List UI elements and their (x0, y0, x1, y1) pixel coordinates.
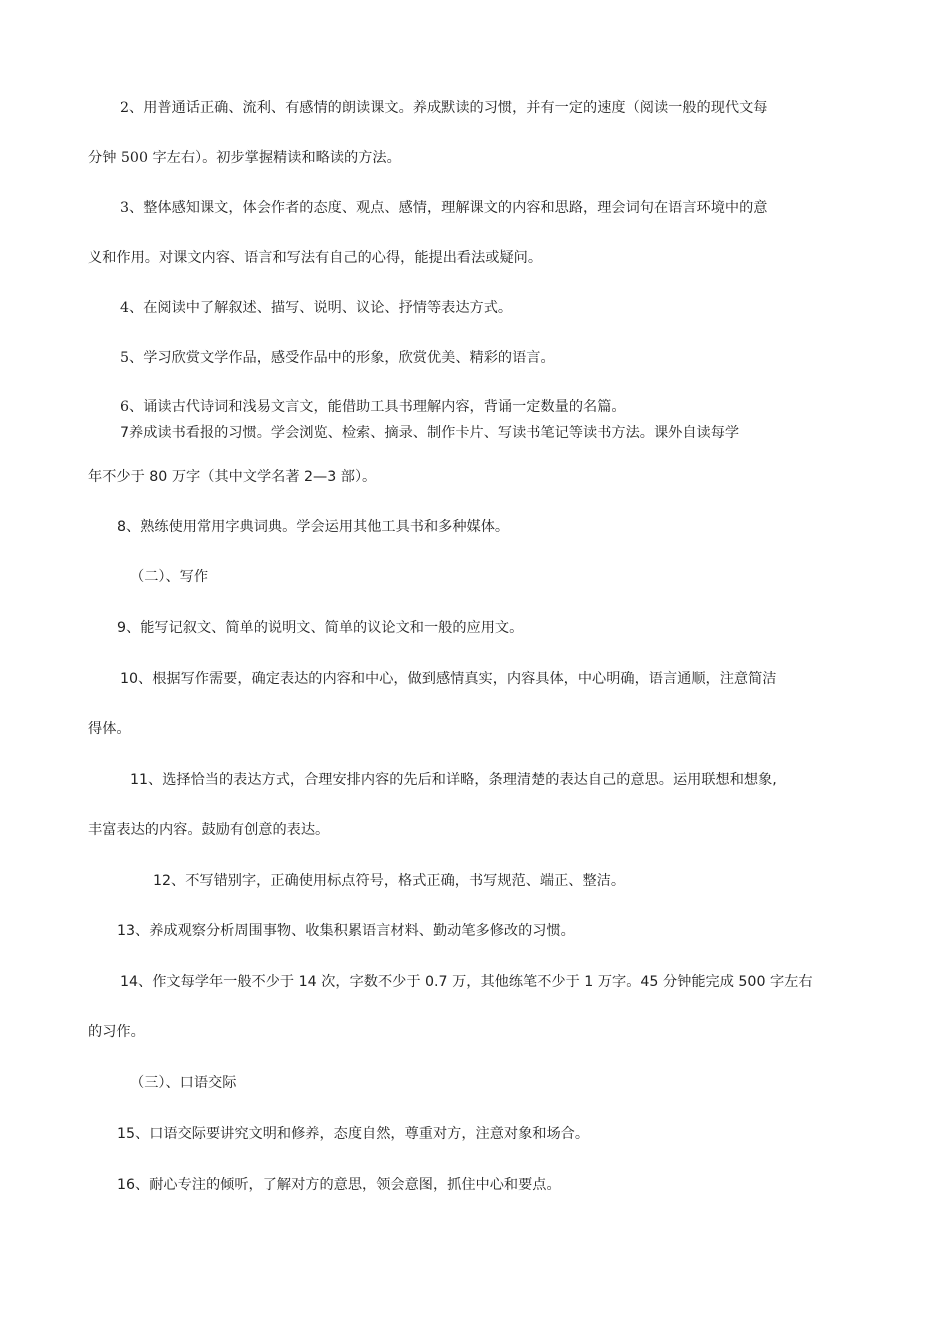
paragraph-2-line-2: 分钟 500 字左右）。初步掌握精读和略读的方法。 (88, 150, 401, 166)
paragraph-11-line-1: 11、选择恰当的表达方式，合理安排内容的先后和详略，条理清楚的表达自己的意思。运用联想和想象, (130, 772, 777, 788)
paragraph-10-line-2: 得体。 (88, 721, 131, 737)
paragraph-7-line-2: 年不少于 80 万字（其中文学名著 2—3 部）。 (88, 469, 377, 485)
paragraph-3-line-2: 义和作用。对课文内容、语言和写法有自己的心得，能提出看法或疑问。 (88, 250, 543, 266)
paragraph-6: 6、诵读古代诗词和浅易文言文，能借助工具书理解内容，背诵一定数量的名篇。 (120, 399, 626, 415)
paragraph-9: 9、能写记叙文、简单的说明文、简单的议论文和一般的应用文。 (117, 620, 524, 636)
paragraph-11-line-2: 丰富表达的内容。鼓励有创意的表达。 (88, 822, 330, 838)
paragraph-14-line-1: 14、作文每学年一般不少于 14 次，字数不少于 0.7 万，其他练笔不少于 1 万字。45 分钟能完成 500 字左右 (120, 974, 813, 990)
paragraph-12: 12、不写错别字，正确使用标点符号，格式正确，书写规范、端正、整洁。 (153, 873, 626, 889)
paragraph-13: 13、养成观察分析周围事物、收集积累语言材料、勤动笔多修改的习惯。 (117, 923, 575, 939)
section-heading-writing: （二）、写作 (130, 569, 209, 585)
paragraph-3-line-1: 3、整体感知课文，体会作者的态度、观点、感情，理解课文的内容和思路，理会词句在语言环境中的意 (120, 200, 768, 216)
paragraph-8: 8、熟练使用常用字典词典。学会运用其他工具书和多种媒体。 (117, 519, 510, 535)
paragraph-15: 15、口语交际要讲究文明和修养，态度自然，尊重对方，注意对象和场合。 (117, 1126, 590, 1142)
paragraph-4: 4、在阅读中了解叙述、描写、说明、议论、抒情等表达方式。 (120, 300, 513, 316)
paragraph-16: 16、耐心专注的倾听，了解对方的意思，领会意图，抓住中心和要点。 (117, 1177, 561, 1193)
paragraph-10-line-1: 10、根据写作需要，确定表达的内容和中心，做到感情真实，内容具体，中心明确，语言通顺，注意简洁 (120, 671, 777, 687)
paragraph-7-line-1: 7养成读书看报的习惯。学会浏览、检索、摘录、制作卡片、写读书笔记等读书方法。课外自读每学 (120, 425, 740, 441)
paragraph-5: 5、学习欣赏文学作品，感受作品中的形象，欣赏优美、精彩的语言。 (120, 350, 555, 366)
paragraph-2-line-1: 2、用普通话正确、流利、有感情的朗读课文。养成默读的习惯，并有一定的速度（阅读一般的现代文每 (120, 100, 768, 116)
section-heading-oral-communication: （三）、口语交际 (130, 1075, 237, 1091)
paragraph-14-line-2: 的习作。 (88, 1024, 145, 1040)
